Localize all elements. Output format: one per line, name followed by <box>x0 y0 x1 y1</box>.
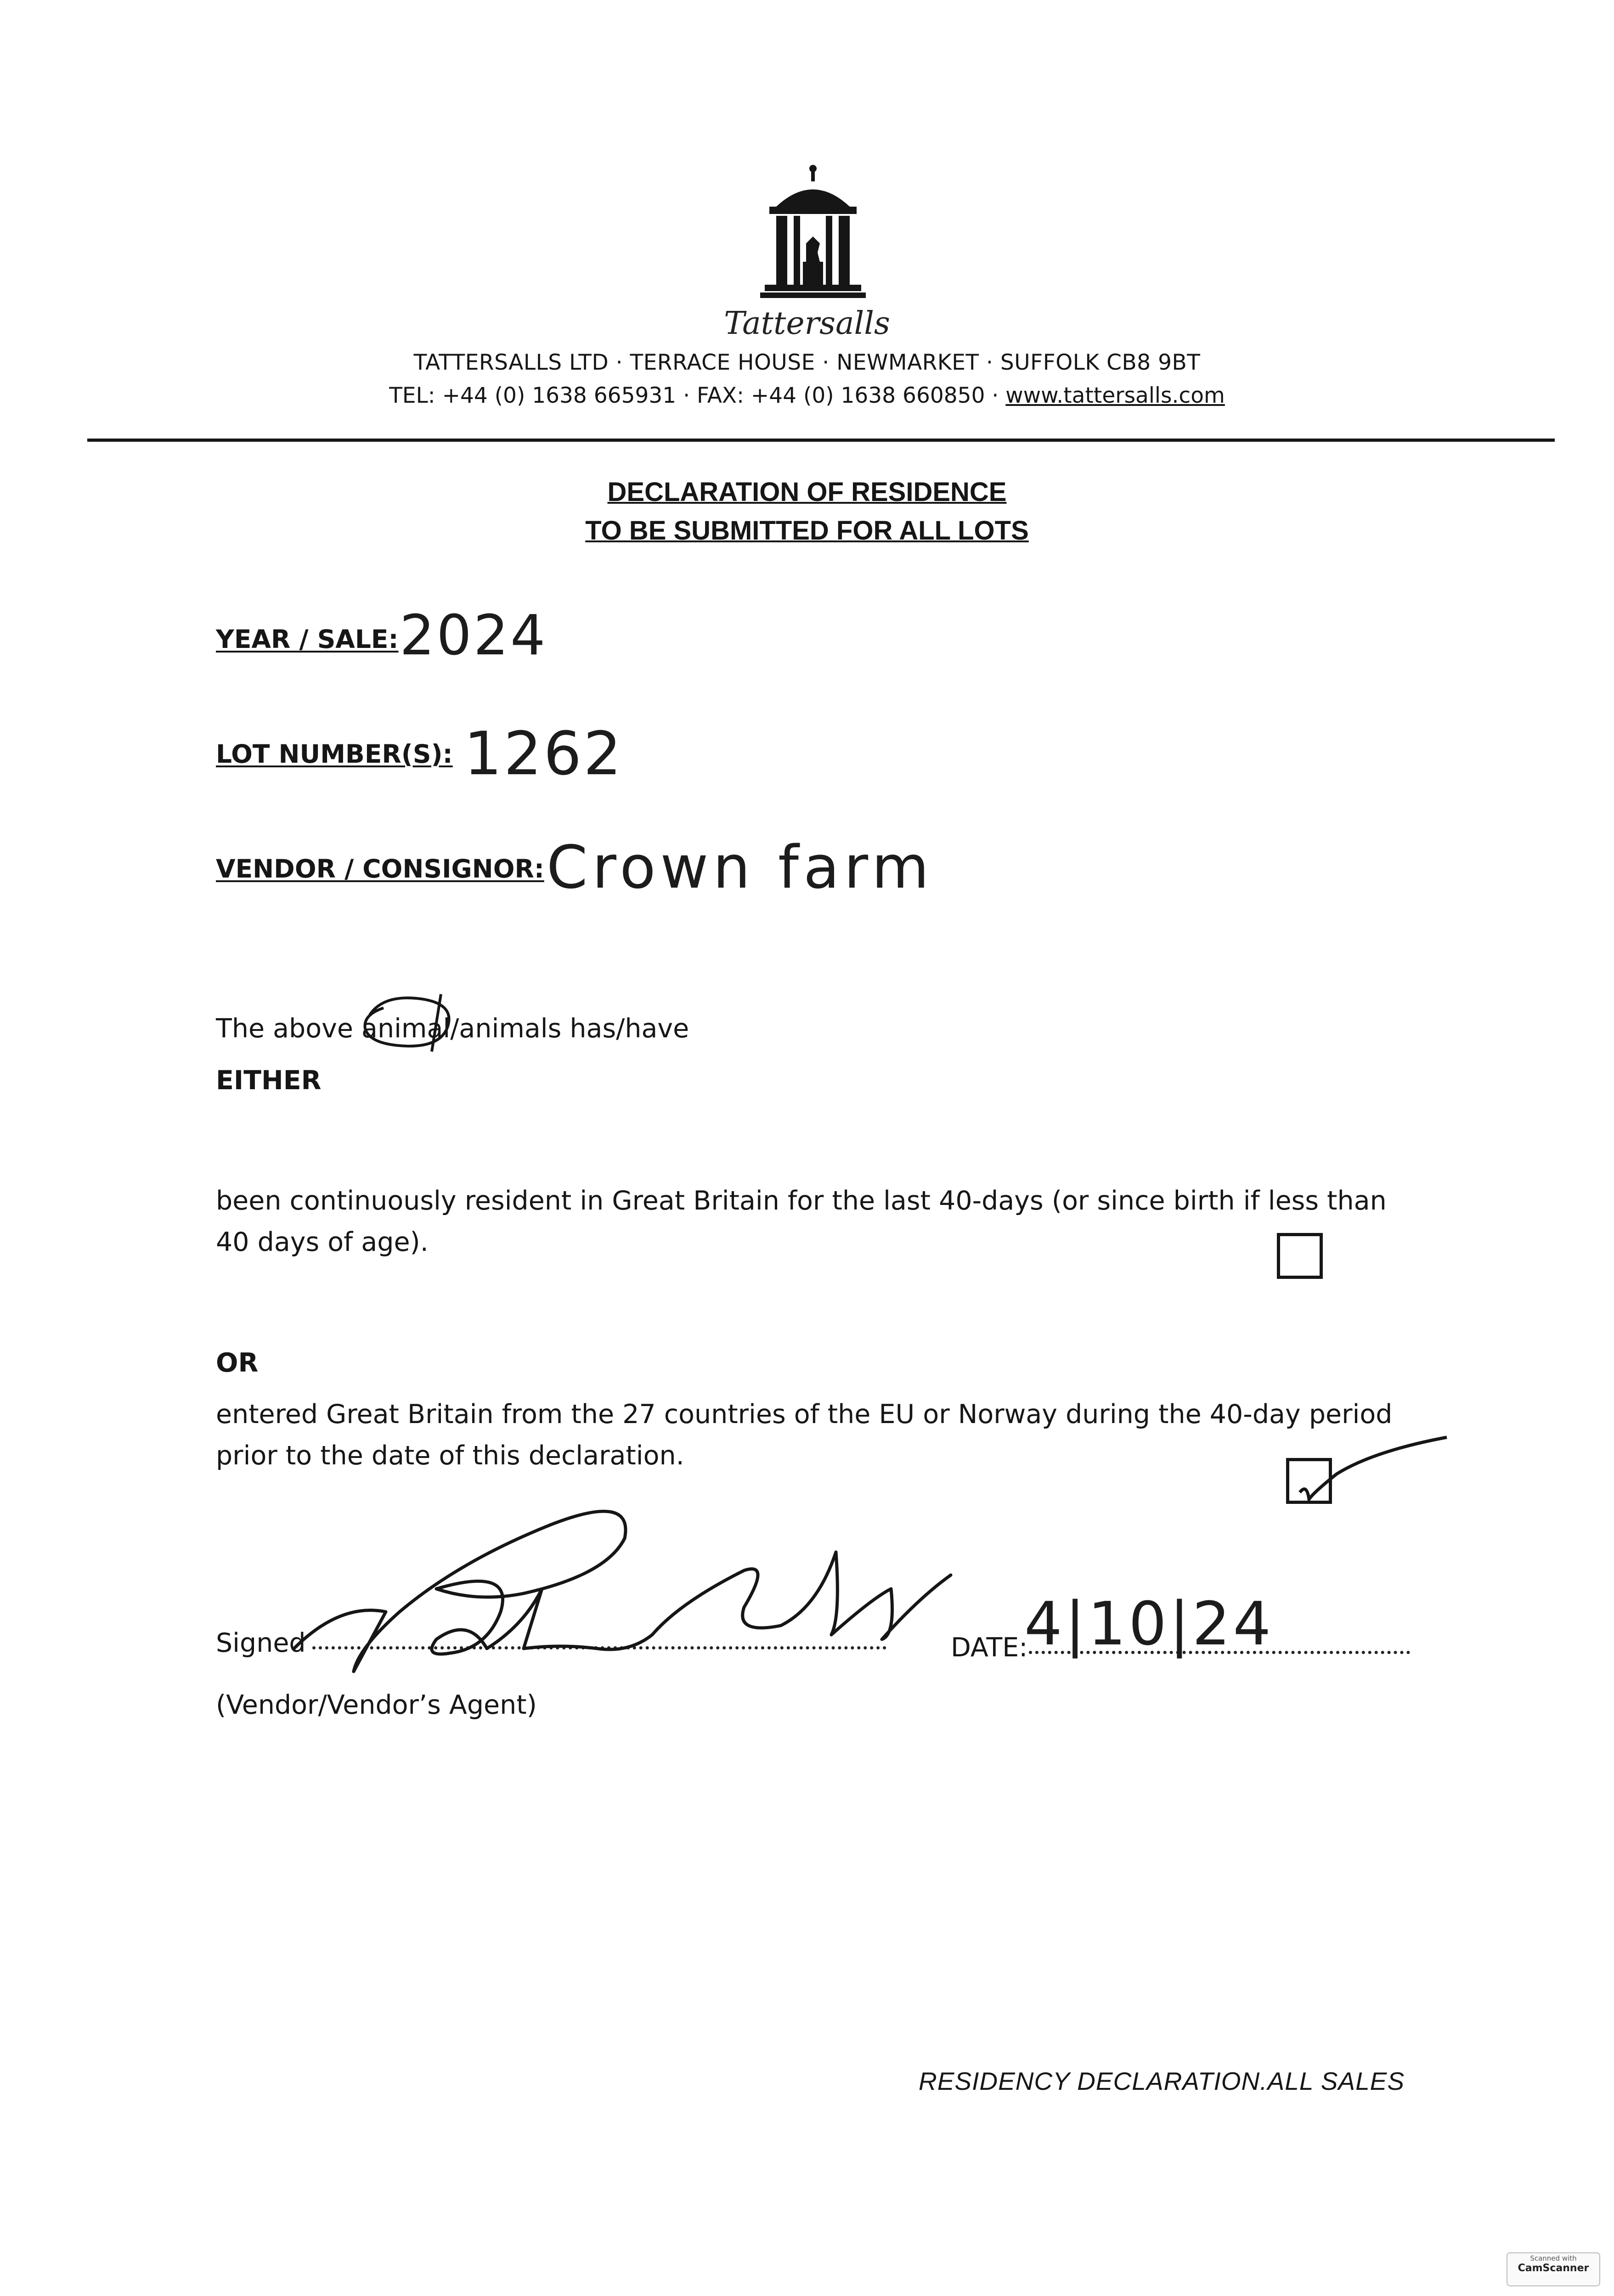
date-value[interactable]: 4|10|24 <box>1024 1589 1274 1659</box>
document-title <box>0 473 1614 550</box>
vendor-consignor-label: VENDOR / CONSIGNOR: <box>216 854 544 884</box>
scanner-caption: Scanned with <box>1530 2254 1577 2262</box>
or-label: OR <box>216 1348 259 1378</box>
title-line-2: TO BE SUBMITTED FOR ALL LOTS <box>585 516 1029 546</box>
document-footer: RESIDENCY DECLARATION.ALL SALES <box>919 2067 1405 2095</box>
tattersalls-logo <box>744 163 882 310</box>
company-address: TATTERSALLS LTD · TERRACE HOUSE · NEWMARKET · SUFFOLK CB8 9BT <box>413 350 1201 375</box>
date-label: DATE: <box>951 1632 1028 1663</box>
lot-number-value[interactable]: 1262 <box>464 719 623 788</box>
signed-label: Signed <box>216 1628 306 1658</box>
vendor-consignor-value[interactable]: Crown farm <box>547 833 934 902</box>
vendor-agent-label: (Vendor/Vendor’s Agent) <box>216 1690 537 1720</box>
year-sale-value[interactable]: 2024 <box>400 604 547 668</box>
header-rule <box>87 439 1555 442</box>
option1-text: been continuously resident in Great Britain for the last 40-days (or since birth if less than 40 days of age). <box>216 1186 1387 1257</box>
contact-line <box>0 383 1614 408</box>
lot-number-label: LOT NUMBER(S): <box>216 739 453 769</box>
handwritten-signature[interactable] <box>285 1497 1001 1681</box>
title-line-1: DECLARATION OF RESIDENCE <box>607 477 1007 507</box>
animals-statement: The above animal/animals has/have <box>216 1013 689 1044</box>
option2-text: entered Great Britain from the 27 countries of the EU or Norway during the 40-day period prior to the date of this declaration. <box>216 1399 1393 1471</box>
brand-name: Tattersalls <box>724 305 890 342</box>
scanner-app-name: CamScanner <box>1518 2262 1589 2274</box>
contact-phone-fax: TEL: +44 (0) 1638 665931 · FAX: +44 (0) 1638 660850 · <box>389 383 1006 408</box>
either-label: EITHER <box>216 1065 322 1096</box>
handwritten-circle-mark <box>356 987 462 1056</box>
option1-checkbox[interactable] <box>1277 1233 1323 1279</box>
year-sale-label: YEAR / SALE: <box>216 625 399 654</box>
scanner-watermark <box>1507 2252 1600 2286</box>
checkmark-icon <box>1281 1424 1465 1515</box>
website-link[interactable]: www.tattersalls.com <box>1005 383 1225 408</box>
